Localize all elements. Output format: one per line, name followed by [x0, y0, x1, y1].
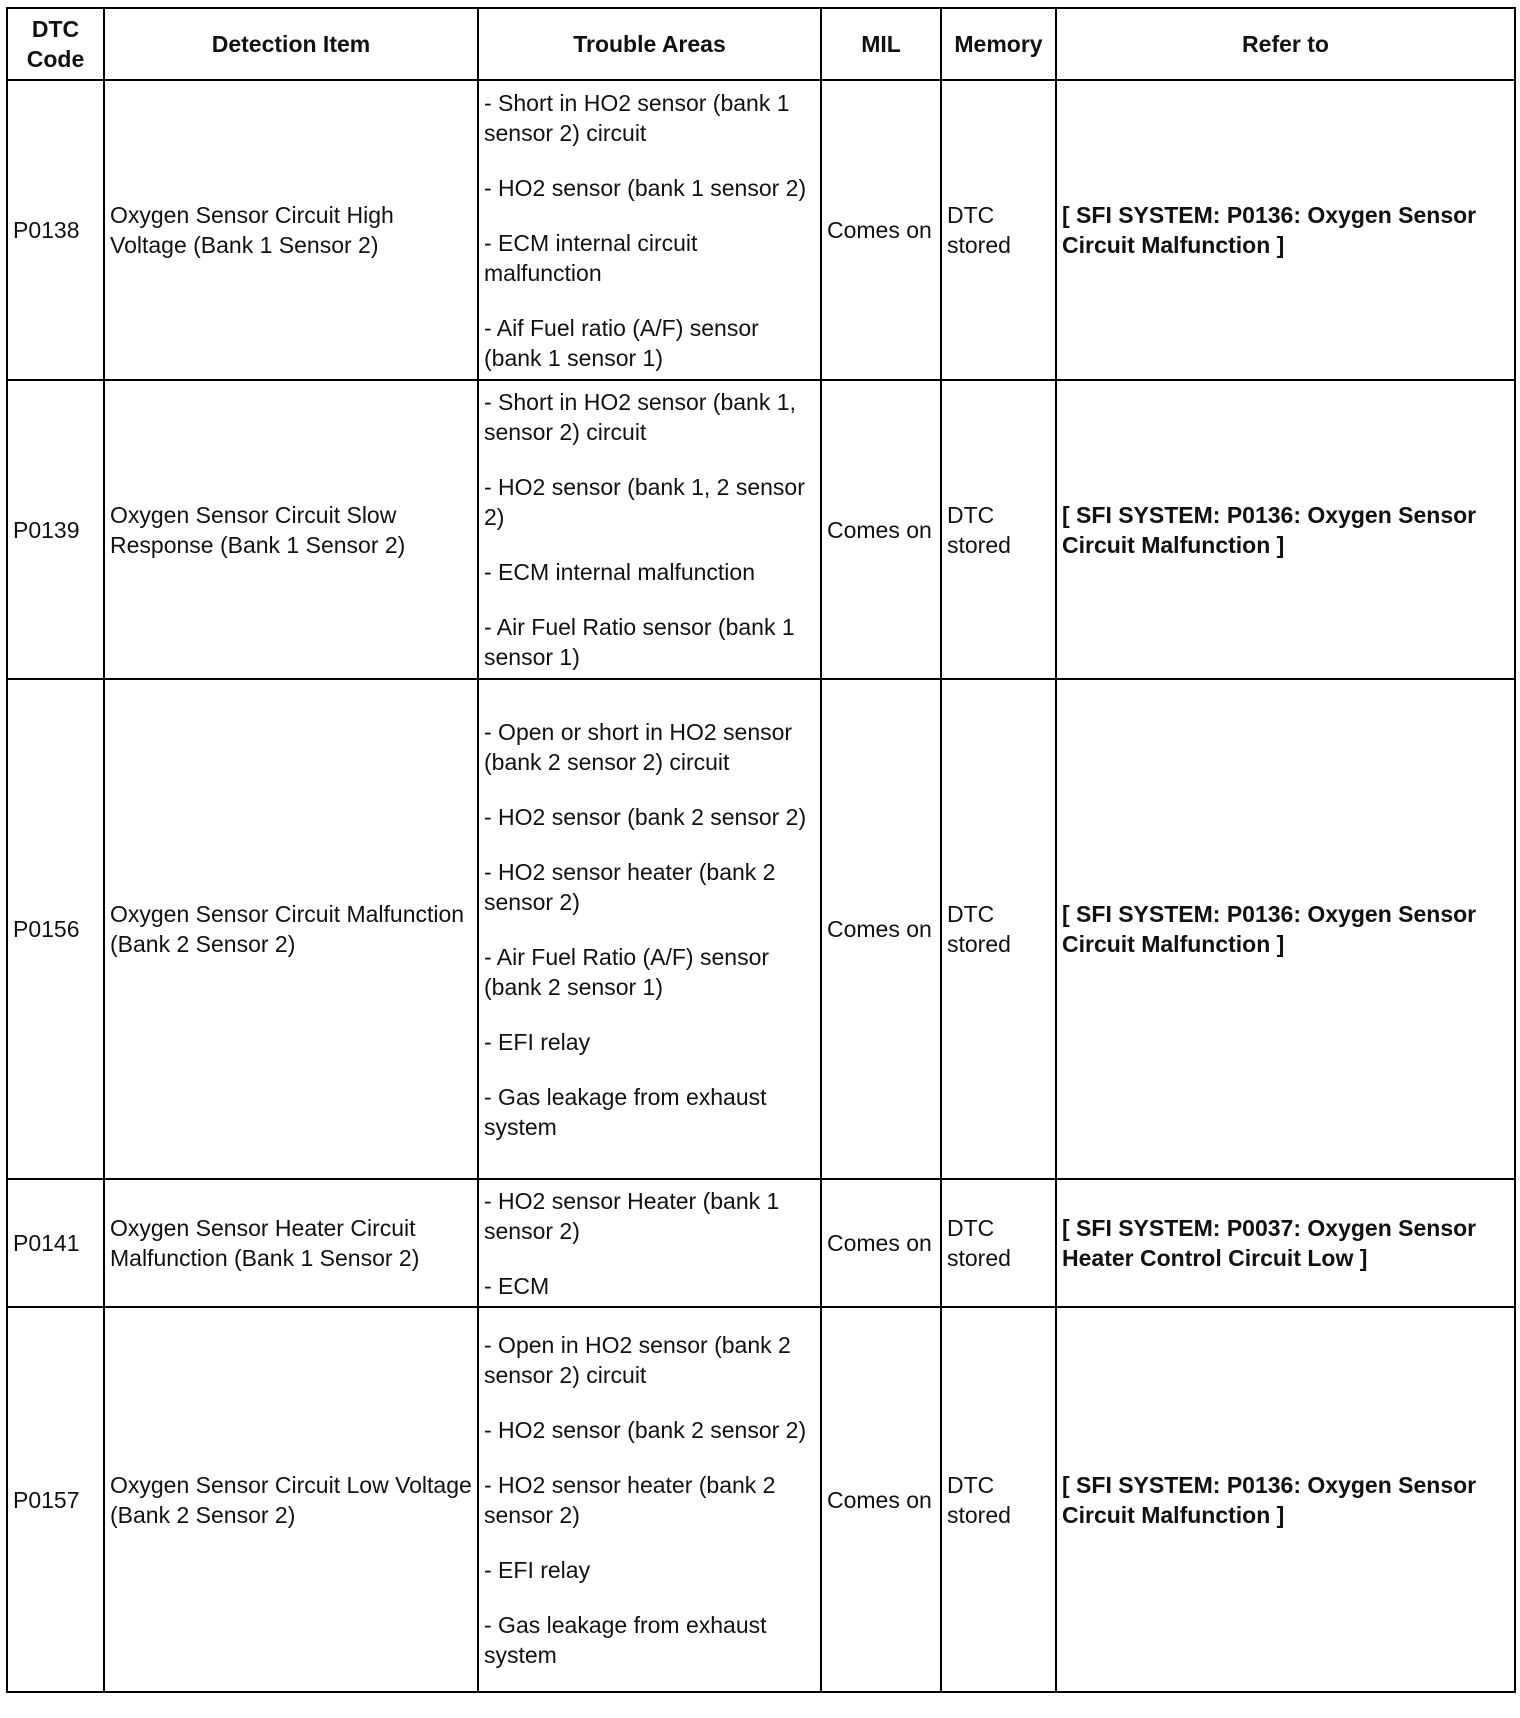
trouble-area-item: - Open or short in HO2 sensor (bank 2 sensor 2) circuit: [484, 718, 793, 775]
trouble-area-item: - HO2 sensor heater (bank 2 sensor 2): [484, 858, 776, 915]
table-row: [7, 679, 1515, 1179]
detection-item-cell: Oxygen Sensor Circuit Low Voltage (Bank 2 Sensor 2): [104, 1307, 478, 1692]
trouble-area-item: - ECM internal malfunction: [484, 559, 755, 585]
mil-cell: Comes on: [821, 1179, 941, 1307]
trouble-areas-cell: [478, 679, 821, 1179]
trouble-areas-cell: [478, 80, 821, 380]
dtc-code-cell: P0157: [7, 1307, 104, 1692]
memory-cell: DTC stored: [941, 679, 1056, 1179]
trouble-areas-cell: [478, 1179, 821, 1307]
header-refer-to: Refer to: [1056, 8, 1515, 80]
memory-cell: DTC stored: [941, 80, 1056, 380]
dtc-code-cell: P0156: [7, 679, 104, 1179]
memory-cell: DTC stored: [941, 380, 1056, 679]
trouble-area-item: - HO2 sensor (bank 1 sensor 2): [484, 174, 807, 201]
trouble-area-item: - Open in HO2 sensor (bank 2 sensor 2) circuit: [484, 1331, 791, 1388]
trouble-area-item: - ECM internal circuit malfunction: [484, 229, 698, 286]
trouble-area-item: - EFI relay: [484, 1028, 591, 1055]
trouble-area-item: - EFI relay: [484, 1556, 591, 1583]
dtc-code-cell: P0139: [7, 380, 104, 679]
detection-item-cell: Oxygen Sensor Heater Circuit Malfunction (Bank 1 Sensor 2): [104, 1179, 478, 1307]
table-header-row: [7, 8, 1515, 80]
dtc-table: [6, 7, 1516, 1693]
trouble-area-item: - HO2 sensor (bank 2 sensor 2): [484, 803, 807, 830]
trouble-area-item: - Short in HO2 sensor (bank 1 sensor 2) circuit: [484, 89, 790, 146]
table-row: [7, 380, 1515, 679]
memory-cell: DTC stored: [941, 1179, 1056, 1307]
detection-item-cell: Oxygen Sensor Circuit Slow Response (Bank 1 Sensor 2): [104, 380, 478, 679]
header-dtc-code-line1: DTC: [31, 16, 80, 42]
header-memory: Memory: [941, 8, 1056, 80]
header-dtc-code: [7, 8, 104, 80]
header-dtc-code-line2: Code: [26, 46, 85, 72]
header-mil: MIL: [821, 8, 941, 80]
trouble-areas-cell: [478, 1307, 821, 1692]
trouble-area-item: - HO2 sensor (bank 1, 2 sensor 2): [484, 474, 805, 530]
detection-item-cell: Oxygen Sensor Circuit Malfunction (Bank 2 Sensor 2): [104, 679, 478, 1179]
mil-cell: Comes on: [821, 679, 941, 1179]
trouble-area-item: - Short in HO2 sensor (bank 1, sensor 2) circuit: [484, 389, 796, 445]
trouble-area-item: - Aif Fuel ratio (A/F) sensor (bank 1 sensor 1): [484, 314, 759, 371]
mil-cell: Comes on: [821, 1307, 941, 1692]
mil-cell: Comes on: [821, 80, 941, 380]
trouble-area-item: - Air Fuel Ratio sensor (bank 1 sensor 1): [484, 614, 795, 670]
refer-to-link[interactable]: [ SFI SYSTEM: P0037: Oxygen Sensor Heater Control Circuit Low ]: [1056, 1179, 1515, 1307]
trouble-area-item: - Air Fuel Ratio (A/F) sensor (bank 2 sensor 1): [484, 943, 770, 1000]
dtc-code-cell: P0138: [7, 80, 104, 380]
trouble-area-item: - HO2 sensor (bank 2 sensor 2): [484, 1416, 807, 1443]
header-trouble-areas: Trouble Areas: [478, 8, 821, 80]
refer-to-link[interactable]: [ SFI SYSTEM: P0136: Oxygen Sensor Circuit Malfunction ]: [1056, 380, 1515, 679]
header-detection-item: Detection Item: [104, 8, 478, 80]
trouble-area-item: - Gas leakage from exhaust system: [484, 1083, 767, 1140]
trouble-area-item: - HO2 sensor Heater (bank 1 sensor 2): [484, 1187, 780, 1244]
mil-cell: Comes on: [821, 380, 941, 679]
memory-cell: DTC stored: [941, 1307, 1056, 1692]
refer-to-link[interactable]: [ SFI SYSTEM: P0136: Oxygen Sensor Circuit Malfunction ]: [1056, 1307, 1515, 1692]
trouble-area-item: - Gas leakage from exhaust system: [484, 1611, 767, 1668]
refer-to-link[interactable]: [ SFI SYSTEM: P0136: Oxygen Sensor Circuit Malfunction ]: [1056, 679, 1515, 1179]
detection-item-cell: Oxygen Sensor Circuit High Voltage (Bank 1 Sensor 2): [104, 80, 478, 380]
dtc-code-cell: P0141: [7, 1179, 104, 1307]
table-row: [7, 1307, 1515, 1692]
table-row: [7, 1179, 1515, 1307]
trouble-area-item: - HO2 sensor heater (bank 2 sensor 2): [484, 1471, 776, 1528]
trouble-area-item: - ECM: [484, 1272, 550, 1299]
trouble-areas-cell: [478, 380, 821, 679]
table-row: [7, 80, 1515, 380]
refer-to-link[interactable]: [ SFI SYSTEM: P0136: Oxygen Sensor Circuit Malfunction ]: [1056, 80, 1515, 380]
